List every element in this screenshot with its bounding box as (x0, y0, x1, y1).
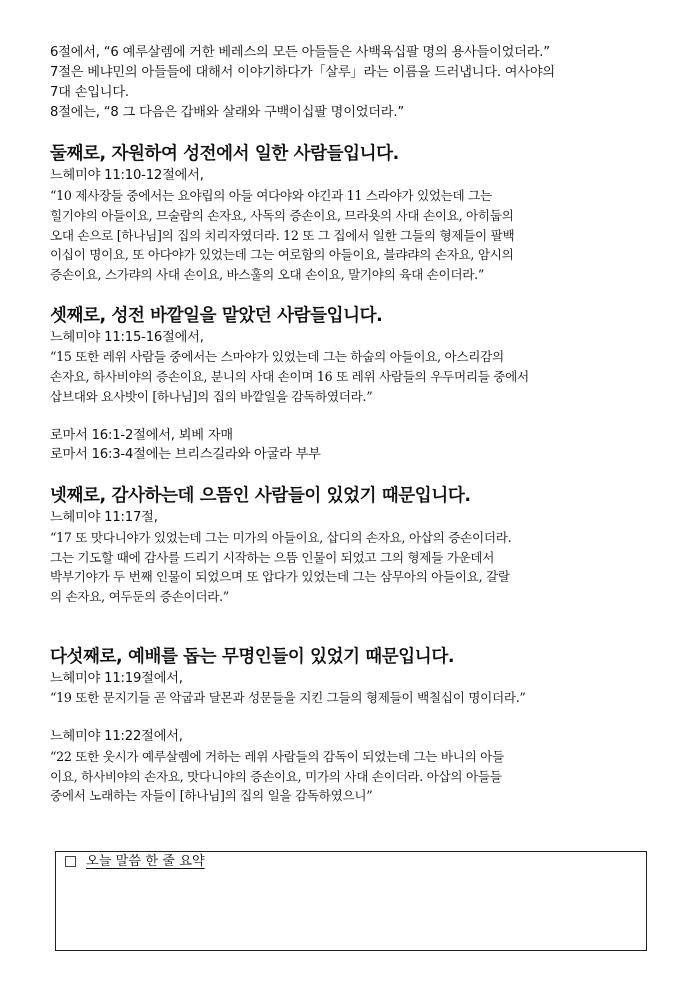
intro-line: 8절에는, “8 그 다음은 갑배와 살래와 구백이십팔 명이었더라.” (50, 105, 404, 120)
cross-reference: 로마서 16:3-4절에는 브리스길라와 아굴라 부부 (50, 447, 321, 462)
summary-box[interactable] (55, 851, 647, 951)
scripture-reference: 느헤미야 11:10-12절에서, (50, 168, 204, 183)
scripture-quote-line: “15 또한 레위 사람들 중에서는 스마야가 있었는데 그는 하숩의 아들이요, 아스리감의 (50, 349, 504, 364)
scripture-quote-line: 손자요, 하사비야의 증손이요, 분니의 사대 손이며 16 또 레위 사람들의 우두머리들 중에서 (50, 369, 529, 384)
scripture-quote-line: 중에서 노래하는 자들이 [하나님]의 집의 일을 감독하였으니” (50, 788, 373, 803)
scripture-quote-line: 힐기야의 아들이요, 므술람의 손자요, 사독의 증손이요, 므라욧의 사대 손이요, 아히둡의 (50, 208, 514, 223)
scripture-quote-line: 증손이요, 스가랴의 사대 손이요, 바스훌의 오대 손이요, 말기야의 육대 손이더라.” (50, 267, 484, 282)
scripture-reference: 느헤미야 11:17절, (50, 510, 158, 525)
section-heading: 셋째로, 성전 바깥일을 맡았던 사람들입니다. (50, 306, 383, 326)
scripture-quote-line: 그는 기도할 때에 감사를 드리기 시작하는 으뜸 인물이 되었고 그의 형제들 가운데서 (50, 550, 495, 565)
intro-line: 6절에서, “6 예루살렘에 거한 베레스의 모든 아들들은 사백육십팔 명의 용사들이었더라.” (50, 45, 550, 60)
scripture-quote-line: “10 제사장들 중에서는 요야립의 아들 여다야와 야긴과 11 스라야가 있었는데 그는 (50, 188, 492, 203)
scripture-quote-line: 의 손자요, 여두둔의 증손이더라.” (50, 589, 229, 604)
scripture-quote-line: “19 또한 문지기들 곧 악굽과 달몬과 성문들을 지킨 그들의 형제들이 백칠십이 명이더라.” (50, 690, 526, 705)
scripture-reference: 느헤미야 11:19절에서, (50, 671, 183, 686)
scripture-reference: 느헤미야 11:15-16절에서, (50, 330, 204, 345)
scripture-quote-line: 이요, 하사비야의 손자요, 맛다니야의 증손이요, 미가의 사대 손이더라. 아삽의 아들들 (50, 769, 502, 784)
summary-label: 오늘 말씀 한 줄 요약 (86, 854, 205, 869)
scripture-reference: 느헤미야 11:22절에서, (50, 729, 183, 744)
section-heading: 둘째로, 자원하여 성전에서 일한 사람들입니다. (50, 144, 399, 164)
summary-checkbox[interactable] (65, 856, 76, 867)
scripture-quote-line: “17 또 맛다니야가 있었는데 그는 미가의 아들이요, 삽디의 손자요, 아삽의 증손이더라. (50, 530, 512, 545)
scripture-quote-line: 이십이 명이요, 또 아다야가 있었는데 그는 여로함의 아들이요, 블랴랴의 손자요, 암시의 (50, 247, 514, 262)
intro-line: 7대 손입니다. (50, 85, 129, 100)
scripture-quote-line: 삽브대와 요사밧이 [하나님]의 집의 바깥일을 감독하였더라.” (50, 389, 373, 404)
section-heading: 다섯째로, 예배를 돕는 무명인들이 있었기 때문입니다. (50, 647, 455, 667)
scripture-quote-line: “22 또한 웃시가 예루살렘에 거하는 레위 사람들의 감독이 되었는데 그는 바니의 아들 (50, 749, 504, 764)
scripture-quote-line: 박부기야가 두 번째 인물이 되었으며 또 압다가 있었는데 그는 삼무아의 아들이요, 갈랄 (50, 569, 510, 584)
scripture-quote-line: 오대 손으로 [하나님]의 집의 치리자였더라. 12 또 그 집에서 일한 그들의 형제들이 팔백 (50, 228, 515, 243)
section-heading: 넷째로, 감사하는데 으뜸인 사람들이 있었기 때문입니다. (50, 486, 471, 506)
intro-line: 7절은 베냐민의 아들들에 대해서 이야기하다가「살루」라는 이름을 드러냅니다. 여사야의 (50, 65, 555, 80)
cross-reference: 로마서 16:1-2절에서, 뵈베 자매 (50, 428, 233, 443)
